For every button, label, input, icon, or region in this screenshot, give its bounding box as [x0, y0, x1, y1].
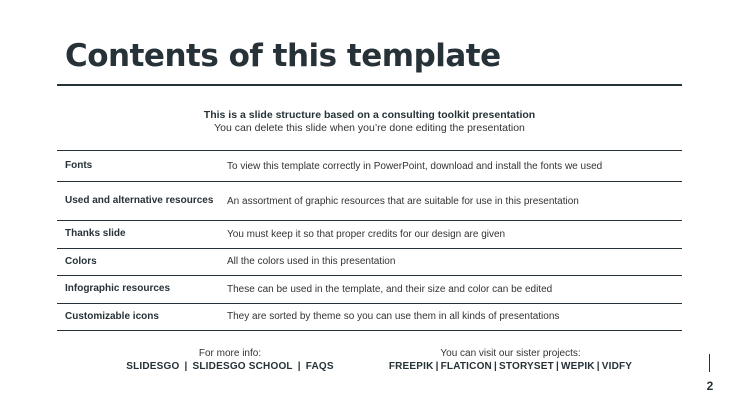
link-storyset[interactable]: STORYSET	[498, 361, 554, 372]
row-value: They are sorted by theme so you can use them in all kinds of presentations	[227, 311, 560, 323]
footer-sister	[368, 347, 653, 373]
row-value: These can be used in the template, and their size and color can be edited	[227, 283, 553, 295]
row-value: All the colors used in this presentation	[227, 256, 396, 268]
intro-block	[57, 109, 682, 135]
footer-info-links	[110, 360, 350, 373]
separator: |	[596, 361, 600, 372]
link-freepik[interactable]: FREEPIK	[388, 361, 434, 372]
title-divider	[57, 84, 682, 86]
row-value: You must keep it so that proper credits for our design are given	[227, 228, 506, 240]
page-number: 2	[706, 379, 714, 393]
table-row	[57, 304, 682, 332]
row-key: Used and alternative resources	[65, 194, 214, 206]
separator: |	[297, 361, 301, 372]
link-wepik[interactable]: WEPIK	[560, 361, 595, 372]
row-value: An assortment of graphic resources that are suitable for use in this presentation	[227, 195, 579, 207]
table-row	[57, 249, 682, 277]
separator: |	[184, 361, 188, 372]
table-row	[57, 221, 682, 249]
footer-sister-links	[368, 360, 653, 373]
row-key: Customizable icons	[65, 310, 159, 322]
row-key: Thanks slide	[65, 228, 126, 239]
separator: |	[555, 361, 559, 372]
footer-sister-label: You can visit our sister projects:	[440, 348, 581, 359]
link-faqs[interactable]: FAQS	[305, 361, 334, 372]
row-key: Colors	[65, 255, 97, 267]
table-row	[57, 151, 682, 182]
intro-subtext: You can delete this slide when you’re done editing the presentation	[214, 122, 525, 134]
intro-heading: This is a slide structure based on a consulting toolkit presentation	[203, 109, 536, 121]
table-row	[57, 276, 682, 304]
contents-table	[57, 150, 682, 331]
link-slidesgo-school[interactable]: SLIDESGO SCHOOL	[192, 361, 293, 372]
link-slidesgo[interactable]: SLIDESGO	[126, 361, 180, 372]
separator: |	[435, 361, 439, 372]
link-vidfy[interactable]: VIDFY	[601, 361, 633, 372]
page-number-bar	[709, 354, 710, 372]
footer-info-label: For more info:	[198, 348, 262, 359]
table-row	[57, 182, 682, 221]
footer-info	[110, 347, 350, 373]
slide-title: Contents of this template	[65, 38, 501, 74]
row-value: To view this template correctly in PowerPoint, download and install the fonts we used	[227, 160, 603, 172]
separator: |	[493, 361, 497, 372]
row-key: Fonts	[65, 159, 93, 171]
link-flaticon[interactable]: FLATICON	[440, 361, 492, 372]
row-key: Infographic resources	[65, 283, 171, 294]
